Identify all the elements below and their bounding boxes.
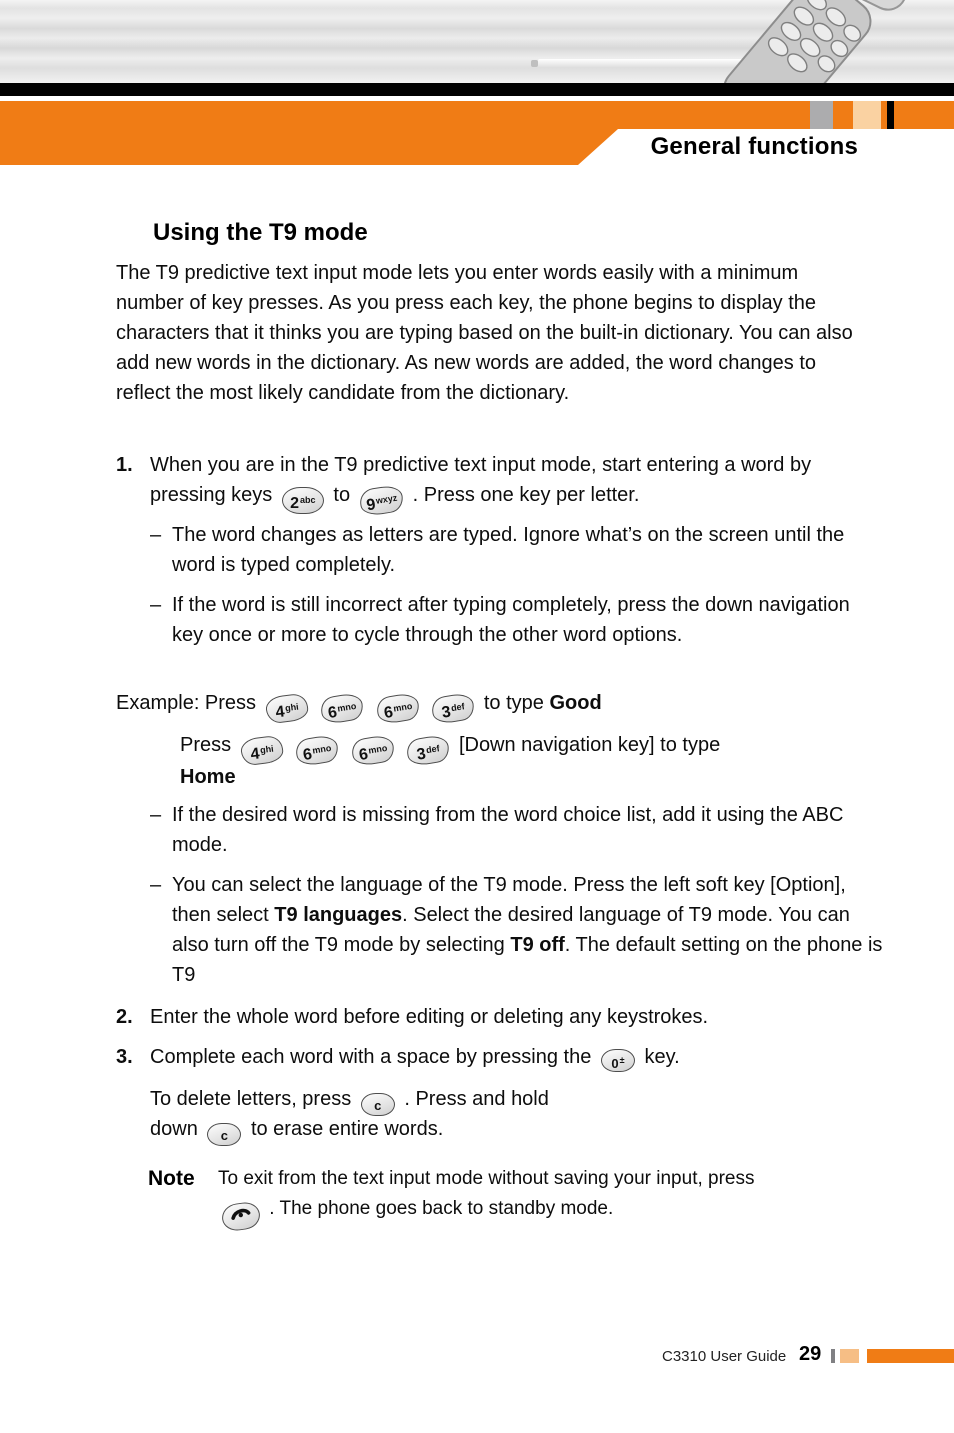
header-gray-square xyxy=(810,101,833,129)
note-line-2 xyxy=(218,1194,878,1230)
dash-marker: – xyxy=(150,874,162,896)
example-tail: to type xyxy=(483,692,544,714)
list-item-3 xyxy=(116,1042,930,1072)
header-black-bar xyxy=(0,83,954,96)
bullet3-text: If the desired word is missing from the word choice list, add it using the ABC mode. xyxy=(172,804,844,856)
bullet-missing-word xyxy=(150,800,884,860)
note-line2-text: . The phone goes back to standby mode. xyxy=(269,1198,614,1219)
delete1-before: To delete letters, press xyxy=(150,1088,352,1110)
example-tail-2: [Down navigation key] to type xyxy=(458,734,721,756)
key-6mno-icon: $6^{mno}$ xyxy=(375,692,421,725)
key-4ghi-icon: $4^{ghi}$ xyxy=(264,693,309,725)
intro-paragraph: The T9 predictive text input mode lets you enter words easily with a minimum number of key presses. As you press each key, the phone begins to display the characters that it thinks you are typing based on the built-in dictionary. You can also add new words in the dictionary. As new words are added, the word changes to reflect the most likely candidate from the dictionary. xyxy=(116,262,853,404)
footer-peach-square xyxy=(840,1349,859,1363)
bullet-word-incorrect xyxy=(150,590,884,650)
dash-marker: – xyxy=(150,524,162,546)
delete1-after: . Press and hold xyxy=(404,1088,549,1110)
example-word-good: Good xyxy=(549,692,602,714)
header-gray-band xyxy=(0,0,954,83)
key-2abc-icon: $2^{abc}$ xyxy=(282,487,324,514)
bullet2-text: If the word is still incorrect after typing completely, press the down navigation key once or more to cycle through the other word options. xyxy=(172,594,850,646)
header-stripe-tip xyxy=(531,60,538,67)
footer-gray-tick xyxy=(831,1349,835,1363)
bullet4-text-1: You can select the language of the T9 mode. Press the left soft key [Option], then select xyxy=(172,874,846,926)
example-press-label: Press xyxy=(180,734,232,756)
note-label: Note xyxy=(148,1167,195,1190)
list-item-2 xyxy=(116,1002,920,1032)
example-label: Example: Press xyxy=(116,692,257,714)
key-9wxyz-icon: $9^{wxyz}$ xyxy=(358,484,405,517)
example-word-home: Home xyxy=(180,766,236,788)
item3-text-before: Complete each word with a space by pressing the xyxy=(150,1046,592,1068)
bullet4-text-3: . The default setting on the phone is T9 xyxy=(172,934,883,986)
section-heading: Using the T9 mode xyxy=(153,219,368,246)
bullet-t9-language xyxy=(150,870,886,990)
dash-marker: – xyxy=(150,804,162,826)
key-4ghi-icon: $4^{ghi}$ xyxy=(239,735,284,767)
key-3def-icon: $3^{def}$ xyxy=(430,692,476,725)
header-peach-square xyxy=(853,101,881,129)
footer-page-number: 29 xyxy=(799,1343,822,1365)
item1-text-between: to xyxy=(333,484,351,506)
list-number-2: 2. xyxy=(116,1006,133,1028)
key-6mno-icon: $6^{mno}$ xyxy=(319,692,365,725)
list-item-1 xyxy=(116,450,892,514)
delete-letters-line-2 xyxy=(150,1114,850,1146)
key-clear-icon: c xyxy=(361,1093,395,1116)
delete2-after: to erase entire words. xyxy=(250,1118,444,1140)
dash-marker: – xyxy=(150,594,162,616)
bullet1-text: The word changes as letters are typed. Ignore what’s on the screen until the word is typed completely. xyxy=(172,524,845,576)
footer-guide-label: C3310 User Guide xyxy=(662,1348,787,1365)
example-line-1 xyxy=(116,688,896,722)
chapter-title: General functions xyxy=(650,133,858,160)
example-line-2 xyxy=(180,730,920,764)
item2-text: Enter the whole word before editing or deleting any keystrokes. xyxy=(150,1006,709,1028)
bullet4-bold-languages: T9 languages xyxy=(274,904,403,926)
item1-text-after: . Press one key per letter. xyxy=(412,484,640,506)
key-3def-icon: $3^{def}$ xyxy=(406,734,452,767)
flip-phone-image xyxy=(714,0,954,83)
item3-text-after: key. xyxy=(644,1046,680,1068)
header-black-tick xyxy=(887,101,894,129)
key-6mno-icon: $6^{mno}$ xyxy=(294,734,340,767)
key-6mno-icon: $6^{mno}$ xyxy=(350,734,396,767)
item1-text-before: When you are in the T9 predictive text input mode, start entering a word by pressing keys xyxy=(150,454,812,506)
list-number-1: 1. xyxy=(116,454,133,476)
bullet4-bold-t9off: T9 off xyxy=(510,934,565,956)
delete-letters-line-1 xyxy=(150,1084,850,1116)
bullet4-text-2: . Select the desired language of T9 mode. You can also turn off the T9 mode by selecting xyxy=(172,904,850,956)
end-key-icon xyxy=(220,1200,261,1232)
delete2-before: down xyxy=(150,1118,198,1140)
list-number-3: 3. xyxy=(116,1046,133,1068)
key-clear-icon: c xyxy=(207,1123,241,1146)
note-line-1: To exit from the text input mode without saving your input, press xyxy=(218,1168,755,1189)
bullet-word-changes xyxy=(150,520,884,580)
key-0-space-icon: 0± xyxy=(601,1049,635,1072)
footer-orange-bar xyxy=(867,1349,954,1363)
